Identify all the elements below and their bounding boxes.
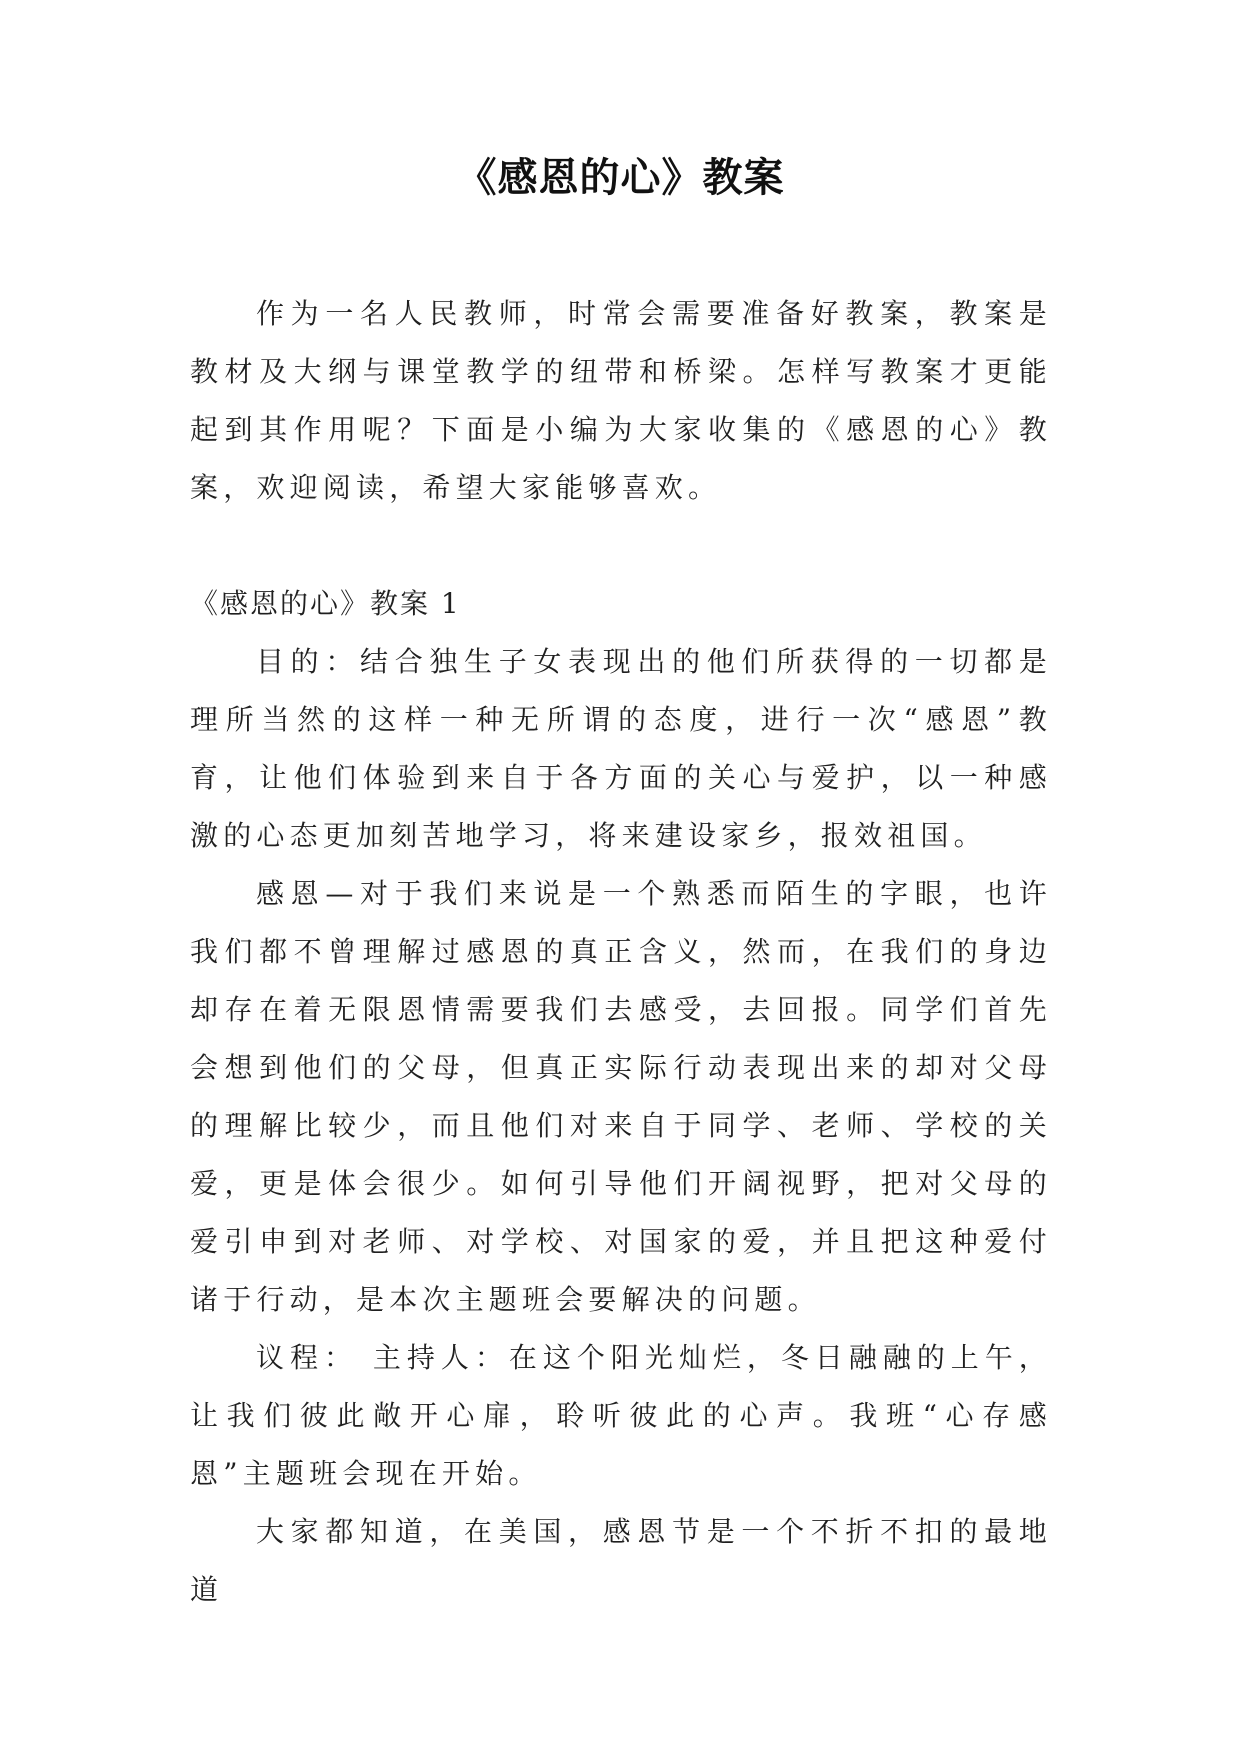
document-title: 《感恩的心》教案 [456,155,785,201]
paragraph-gratitude: 感恩—对于我们来说是一个熟悉而陌生的字眼，也许我们都不曾理解过感恩的真正含义，然而，在我们的身边却存在着无限恩情需要我们去感受，去回报。同学们首先会想到他们的父母，但真正实际行动表现出来的却对父母的理解比较少，而且他们对来自于同学、老师、学校的关爱，更是体会很少。如何引导他们开阔视野，把对父母的爱引申到对老师、对学校、对国家的爱，并且把这种爱付诸于行动，是本次主题班会要解决的问题。 [190,877,1052,1316]
paragraph-agenda: 议程： 主持人：在这个阳光灿烂，冬日融融的上午，让我们彼此敞开心扉，聆听彼此的心声。我班“心存感恩”主题班会现在开始。 [190,1341,1052,1490]
paragraph-purpose: 目的：结合独生子女表现出的他们所获得的一切都是理所当然的这样一种无所谓的态度，进行一次“感恩”教育，让他们体验到来自于各方面的关心与爱护，以一种感激的心态更加刻苦地学习，将来建设家乡，报效祖国。 [190,645,1052,852]
section-block [190,575,1052,1619]
paragraph-thanksgiving: 大家都知道，在美国，感恩节是一个不折不扣的最地道 [190,1515,1052,1606]
intro-block [190,285,1052,517]
intro-paragraph: 作为一名人民教师，时常会需要准备好教案，教案是教材及大纲与课堂教学的纽带和桥梁。怎样写教案才更能起到其作用呢？下面是小编为大家收集的《感恩的心》教案，欢迎阅读，希望大家能够喜欢。 [190,297,1052,504]
section-heading: 《感恩的心》教案 1 [190,587,461,620]
